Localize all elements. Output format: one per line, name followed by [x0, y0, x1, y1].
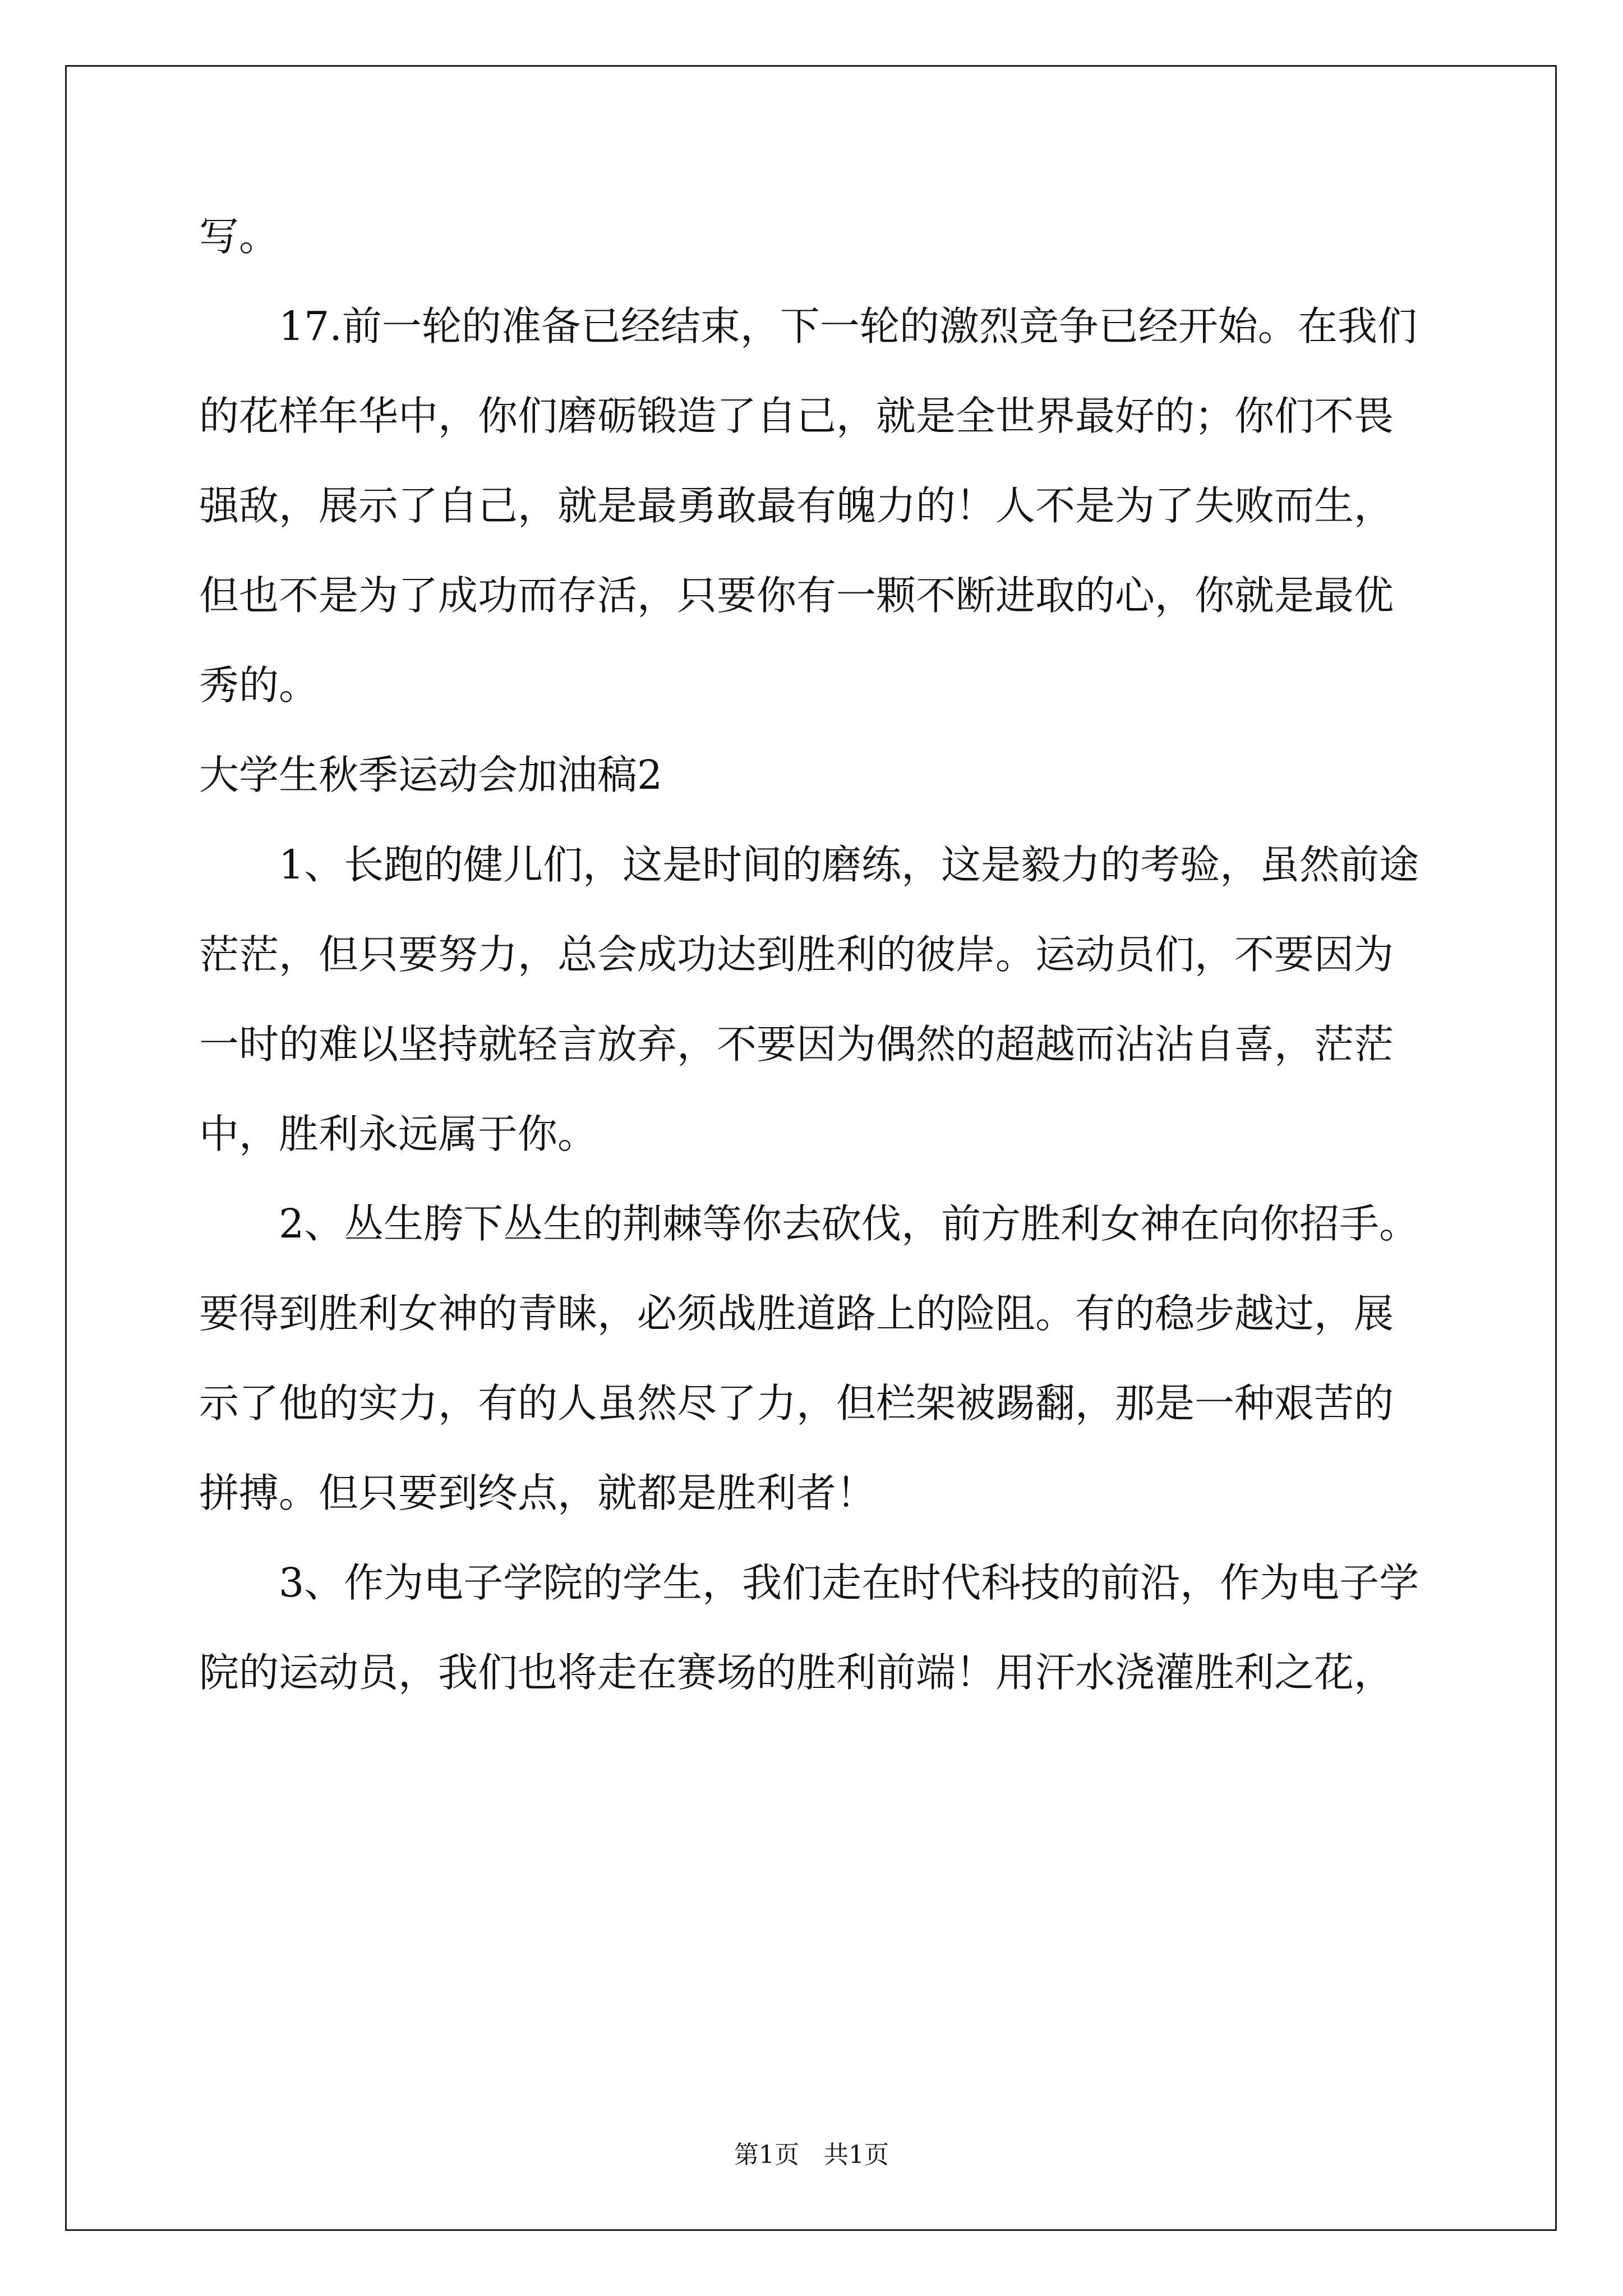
- text-line: 茫茫，但只要努力，总会成功达到胜利的彼岸。运动员们，不要因为: [199, 931, 1394, 978]
- section-heading: 大学生秋季运动会加油稿2: [199, 752, 663, 798]
- text-line: 秀的。: [199, 662, 319, 708]
- text-line: 写。: [199, 213, 279, 260]
- text-line: 的花样年华中，你们磨砺锻造了自己，就是全世界最好的；你们不畏: [199, 393, 1394, 439]
- text-line: 中，胜利永远属于你。: [199, 1111, 598, 1157]
- text-line: 1、长跑的健儿们，这是时间的磨练，这是毅力的考验，虽然前途: [199, 841, 1419, 888]
- text-line: 拼搏。但只要到终点，就都是胜利者！: [199, 1470, 877, 1516]
- page-footer: 第1页 共1页: [734, 2141, 889, 2169]
- text-line: 2、丛生胯下丛生的荆棘等你去砍伐，前方胜利女神在向你招手。: [199, 1200, 1419, 1247]
- text-line: 3、作为电子学院的学生，我们走在时代科技的前沿，作为电子学: [199, 1559, 1419, 1606]
- text-line: 强敌，展示了自己，就是最勇敢最有魄力的！人不是为了失败而生，: [199, 482, 1394, 529]
- text-line: 要得到胜利女神的青睐，必须战胜道路上的险阻。有的稳步越过，展: [199, 1290, 1394, 1337]
- text-line: 但也不是为了成功而存活，只要你有一颗不断进取的心，你就是最优: [199, 572, 1394, 619]
- text-line: 示了他的实力，有的人虽然尽了力，但栏架被踢翻，那是一种艰苦的: [199, 1380, 1394, 1427]
- text-line: 一时的难以坚持就轻言放弃，不要因为偶然的超越而沾沾自喜，茫茫: [199, 1021, 1394, 1068]
- text-line: 院的运动员，我们也将走在赛场的胜利前端！用汗水浇灌胜利之花，: [199, 1649, 1394, 1696]
- text-line: 17.前一轮的准备已经结束，下一轮的激烈竞争已经开始。在我们: [199, 303, 1417, 349]
